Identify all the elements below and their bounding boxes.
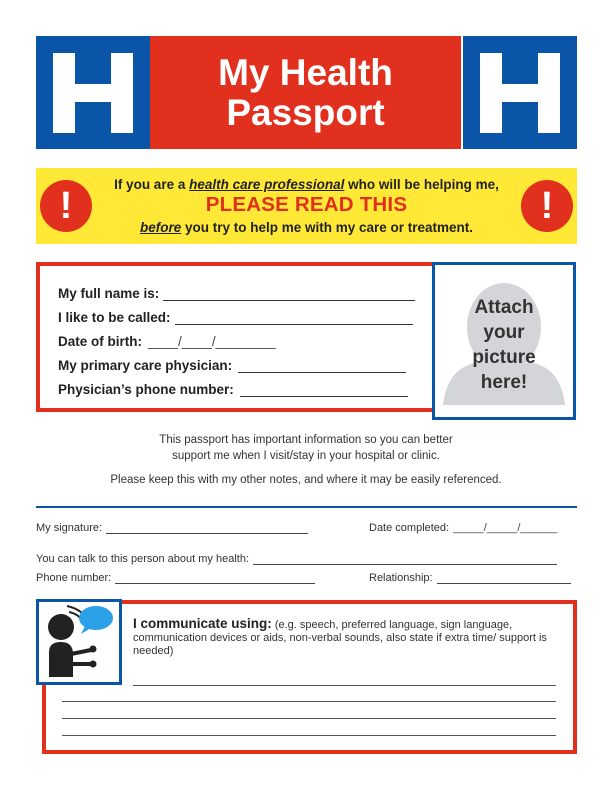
preferred-name-field[interactable]: I like to be called: <box>58 310 413 325</box>
physician-phone-line[interactable] <box>240 384 408 397</box>
identity-section <box>36 262 438 412</box>
physician-line[interactable] <box>238 360 406 373</box>
alert-line-1: If you are a health care professional who will be helping me, <box>114 177 499 192</box>
exclamation-icon: ! <box>521 180 573 232</box>
section-divider <box>36 506 577 508</box>
hospital-h-icon-left <box>36 36 150 149</box>
dob-field[interactable]: Date of birth: ____/____/________ <box>58 334 276 349</box>
write-line[interactable] <box>62 735 556 736</box>
full-name-field[interactable]: My full name is: <box>58 286 415 301</box>
info-line-1: This passport has important information so you can better <box>159 434 453 446</box>
info-line-2: support me when I visit/stay in your hospital or clinic. <box>172 450 440 462</box>
signature-line[interactable] <box>106 523 308 534</box>
alert-line-3: before you try to help me with my care or treatment. <box>139 220 474 235</box>
physician-field[interactable]: My primary care physician: <box>58 358 406 373</box>
exclamation-icon: ! <box>40 180 92 232</box>
write-line[interactable] <box>133 685 556 686</box>
relationship-line[interactable] <box>437 573 571 584</box>
write-line[interactable] <box>62 701 556 702</box>
communication-prompt: I communicate using: (e.g. speech, preferred language, sign language, communication devices or aids, non-verbal sounds, also state if extra time/ support is needed) <box>133 616 547 657</box>
h-glyph-right <box>478 51 562 135</box>
photo-placeholder[interactable] <box>432 262 576 420</box>
photo-instruction: Attach your picture here! <box>472 297 536 393</box>
signature-field[interactable]: My signature: <box>36 522 308 534</box>
hospital-h-icon-right <box>463 36 577 149</box>
speaking-person-icon <box>39 602 119 682</box>
physician-phone-field[interactable]: Physician’s phone number: <box>58 382 408 397</box>
alert-headline: PLEASE READ THIS <box>205 193 408 216</box>
h-glyph-left <box>51 51 135 135</box>
title-line-2: Passport <box>226 91 385 133</box>
write-line[interactable] <box>62 718 556 719</box>
contact-person-line[interactable] <box>253 554 557 565</box>
full-name-line[interactable] <box>163 288 415 301</box>
title-line-1: My Health <box>218 51 393 93</box>
communication-icon-box <box>36 599 122 685</box>
info-line-3: Please keep this with my other notes, and where it may be easily referenced. <box>110 474 502 486</box>
date-completed-field[interactable]: Date completed: _____/_____/______ <box>369 522 558 534</box>
page-title <box>150 36 461 149</box>
contact-person-field[interactable]: You can talk to this person about my health: <box>36 553 557 565</box>
preferred-name-line[interactable] <box>175 312 413 325</box>
phone-number-field[interactable]: Phone number: <box>36 572 315 584</box>
relationship-field[interactable]: Relationship: <box>369 572 571 584</box>
phone-number-line[interactable] <box>115 573 315 584</box>
alert-banner <box>36 168 577 244</box>
